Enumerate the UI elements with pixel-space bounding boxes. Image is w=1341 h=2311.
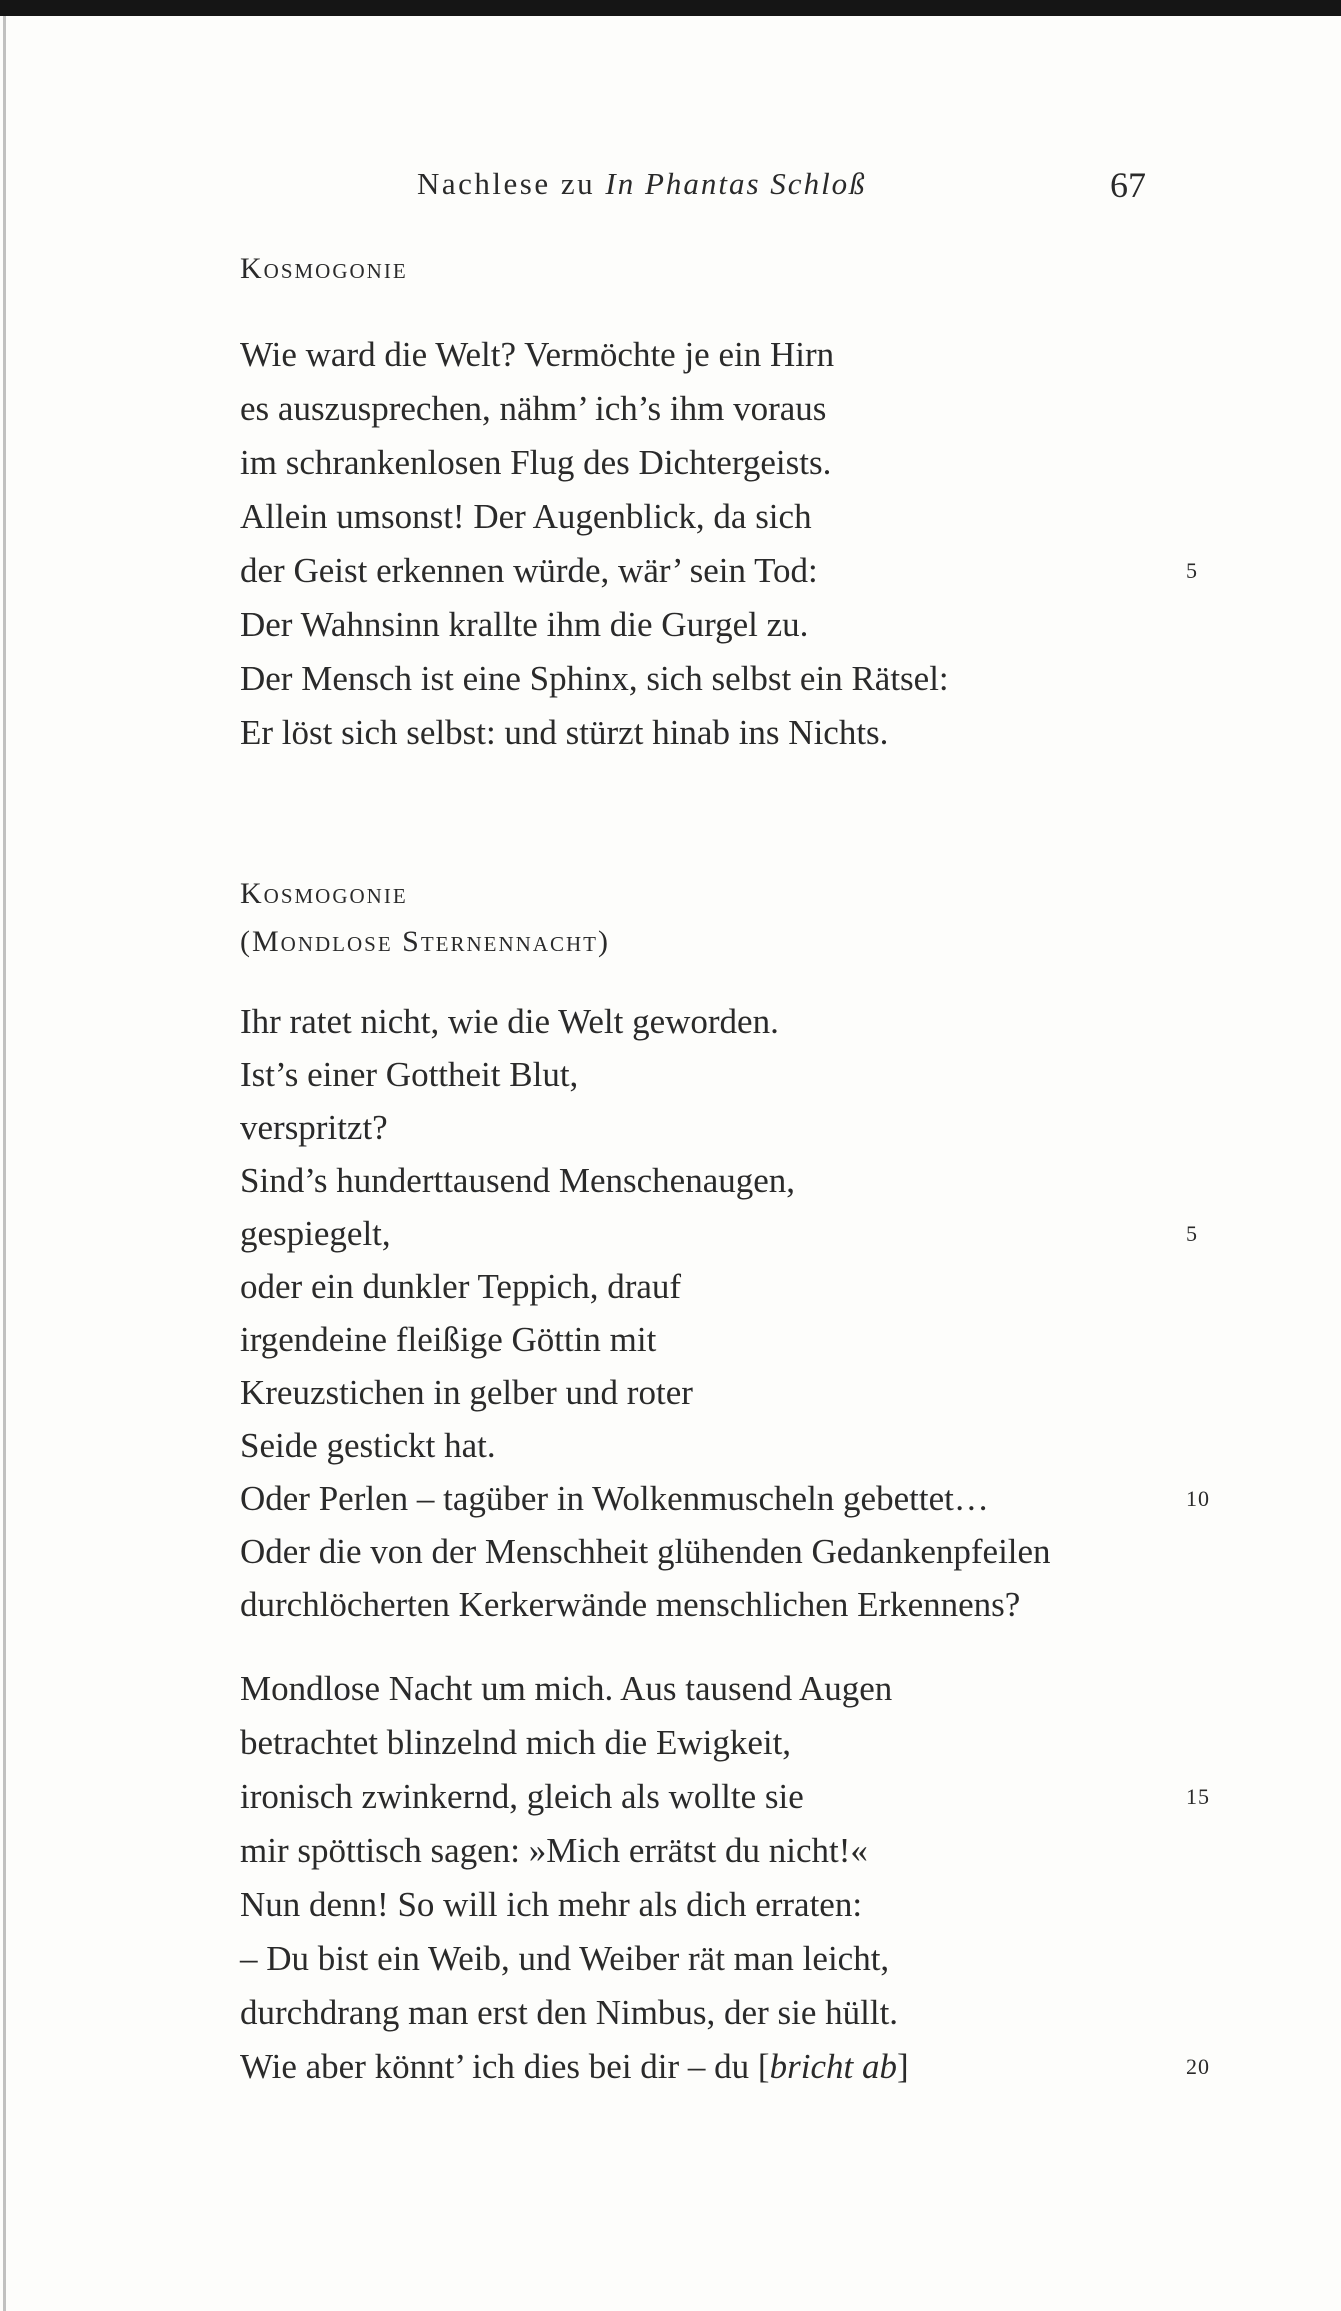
- line-number: 20: [1186, 2054, 1210, 2079]
- verse-text: durchlöcherten Kerkerwände menschlichen Erkennens?: [240, 1585, 1021, 1624]
- verse-text-after: ]: [896, 2047, 909, 2086]
- verse-text: im schrankenlosen Flug des Dichtergeists.: [240, 443, 832, 482]
- verse-text: irgendeine fleißige Göttin mit: [240, 1320, 657, 1359]
- verse-text: Ihr ratet nicht, wie die Welt geworden.: [240, 1002, 779, 1041]
- verse-text: Oder die von der Menschheit glühenden Gedankenpfeilen: [240, 1532, 1051, 1571]
- verse-text: Mondlose Nacht um mich. Aus tausend Augen: [240, 1669, 893, 1708]
- verse-text: verspritzt?: [240, 1108, 388, 1147]
- line-number: 10: [1186, 1486, 1210, 1511]
- verse-text: Ist’s einer Gottheit Blut,: [240, 1055, 579, 1094]
- verse-text: – Du bist ein Weib, und Weiber rät man leicht,: [240, 1939, 890, 1978]
- verse-text: oder ein dunkler Teppich, drauf: [240, 1267, 682, 1306]
- verse-text: Wie ward die Welt? Vermöchte je ein Hirn: [240, 335, 835, 374]
- poem-2-subtitle: (Mondlose Sternennacht): [240, 925, 610, 958]
- verse-line: [240, 1366, 1240, 1419]
- verse-line: [240, 1154, 1240, 1207]
- verse-line: [240, 1824, 1240, 1878]
- verse-text: durchdrang man erst den Nimbus, der sie hüllt.: [240, 1993, 899, 2032]
- verse-text: ironisch zwinkernd, gleich als wollte sie: [240, 1777, 804, 1816]
- running-header: [417, 166, 867, 202]
- verse-line: [240, 1472, 1240, 1525]
- line-number: 5: [1186, 558, 1198, 583]
- verse-line: [240, 1207, 1240, 1260]
- verse-line: [240, 1986, 1240, 2040]
- poem-2-stanza-1: [240, 995, 1240, 1631]
- verse-text: Wie aber könnt’ ich dies bei dir – du [: [240, 2047, 770, 2086]
- verse-text: betrachtet blinzelnd mich die Ewigkeit,: [240, 1723, 792, 1762]
- poem-1-stanza-1: [240, 328, 1240, 760]
- verse-line: [240, 1662, 1240, 1716]
- verse-line: [240, 1716, 1240, 1770]
- poem-2-stanza-2: [240, 1662, 1240, 2094]
- verse-text: Nun denn! So will ich mehr als dich erraten:: [240, 1885, 863, 1924]
- poem-2-title: Kosmogonie: [240, 877, 408, 910]
- verse-line: [240, 436, 1240, 490]
- verse-text: gespiegelt,: [240, 1214, 391, 1253]
- verse-text: der Geist erkennen würde, wär’ sein Tod:: [240, 551, 818, 590]
- verse-line: [240, 995, 1240, 1048]
- scan-top-edge: [0, 0, 1341, 16]
- editorial-note: bricht ab: [769, 2047, 897, 2086]
- verse-line: [240, 598, 1240, 652]
- line-number: 5: [1186, 1221, 1198, 1246]
- verse-line: [240, 1770, 1240, 1824]
- verse-text: mir spöttisch sagen: »Mich errätst du nicht!«: [240, 1831, 868, 1870]
- running-header-prefix: Nachlese zu: [417, 166, 596, 201]
- verse-line: [240, 1578, 1240, 1631]
- line-number: 15: [1186, 1784, 1210, 1809]
- verse-line: [240, 2040, 1240, 2094]
- verse-text: es auszusprechen, nähm’ ich’s ihm voraus: [240, 389, 827, 428]
- verse-line: [240, 490, 1240, 544]
- verse-line: [240, 1260, 1240, 1313]
- scan-left-edge: [3, 16, 6, 2311]
- verse-line: [240, 1313, 1240, 1366]
- verse-line: [240, 382, 1240, 436]
- verse-text: Allein umsonst! Der Augenblick, da sich: [240, 497, 812, 536]
- verse-line: [240, 1878, 1240, 1932]
- page-number: 67: [1110, 165, 1146, 205]
- verse-line: [240, 706, 1240, 760]
- verse-line: [240, 1419, 1240, 1472]
- verse-line: [240, 652, 1240, 706]
- verse-text: Der Wahnsinn krallte ihm die Gurgel zu.: [240, 605, 809, 644]
- verse-line: [240, 1101, 1240, 1154]
- verse-text: Der Mensch ist eine Sphinx, sich selbst ein Rätsel:: [240, 659, 949, 698]
- verse-line: [240, 1048, 1240, 1101]
- verse-text: Sind’s hunderttausend Menschenaugen,: [240, 1161, 796, 1200]
- verse-line: [240, 544, 1240, 598]
- running-header-book-title: In Phantas Schloß: [605, 166, 867, 201]
- verse-text: Oder Perlen – tagüber in Wolkenmuscheln gebettet…: [240, 1479, 989, 1518]
- verse-line: [240, 1525, 1240, 1578]
- verse-text: Kreuzstichen in gelber und roter: [240, 1373, 693, 1412]
- verse-line: [240, 1932, 1240, 1986]
- verse-line: [240, 328, 1240, 382]
- verse-text: Er löst sich selbst: und stürzt hinab ins Nichts.: [240, 713, 889, 752]
- verse-text: Seide gestickt hat.: [240, 1426, 496, 1465]
- poem-1-title: Kosmogonie: [240, 252, 408, 285]
